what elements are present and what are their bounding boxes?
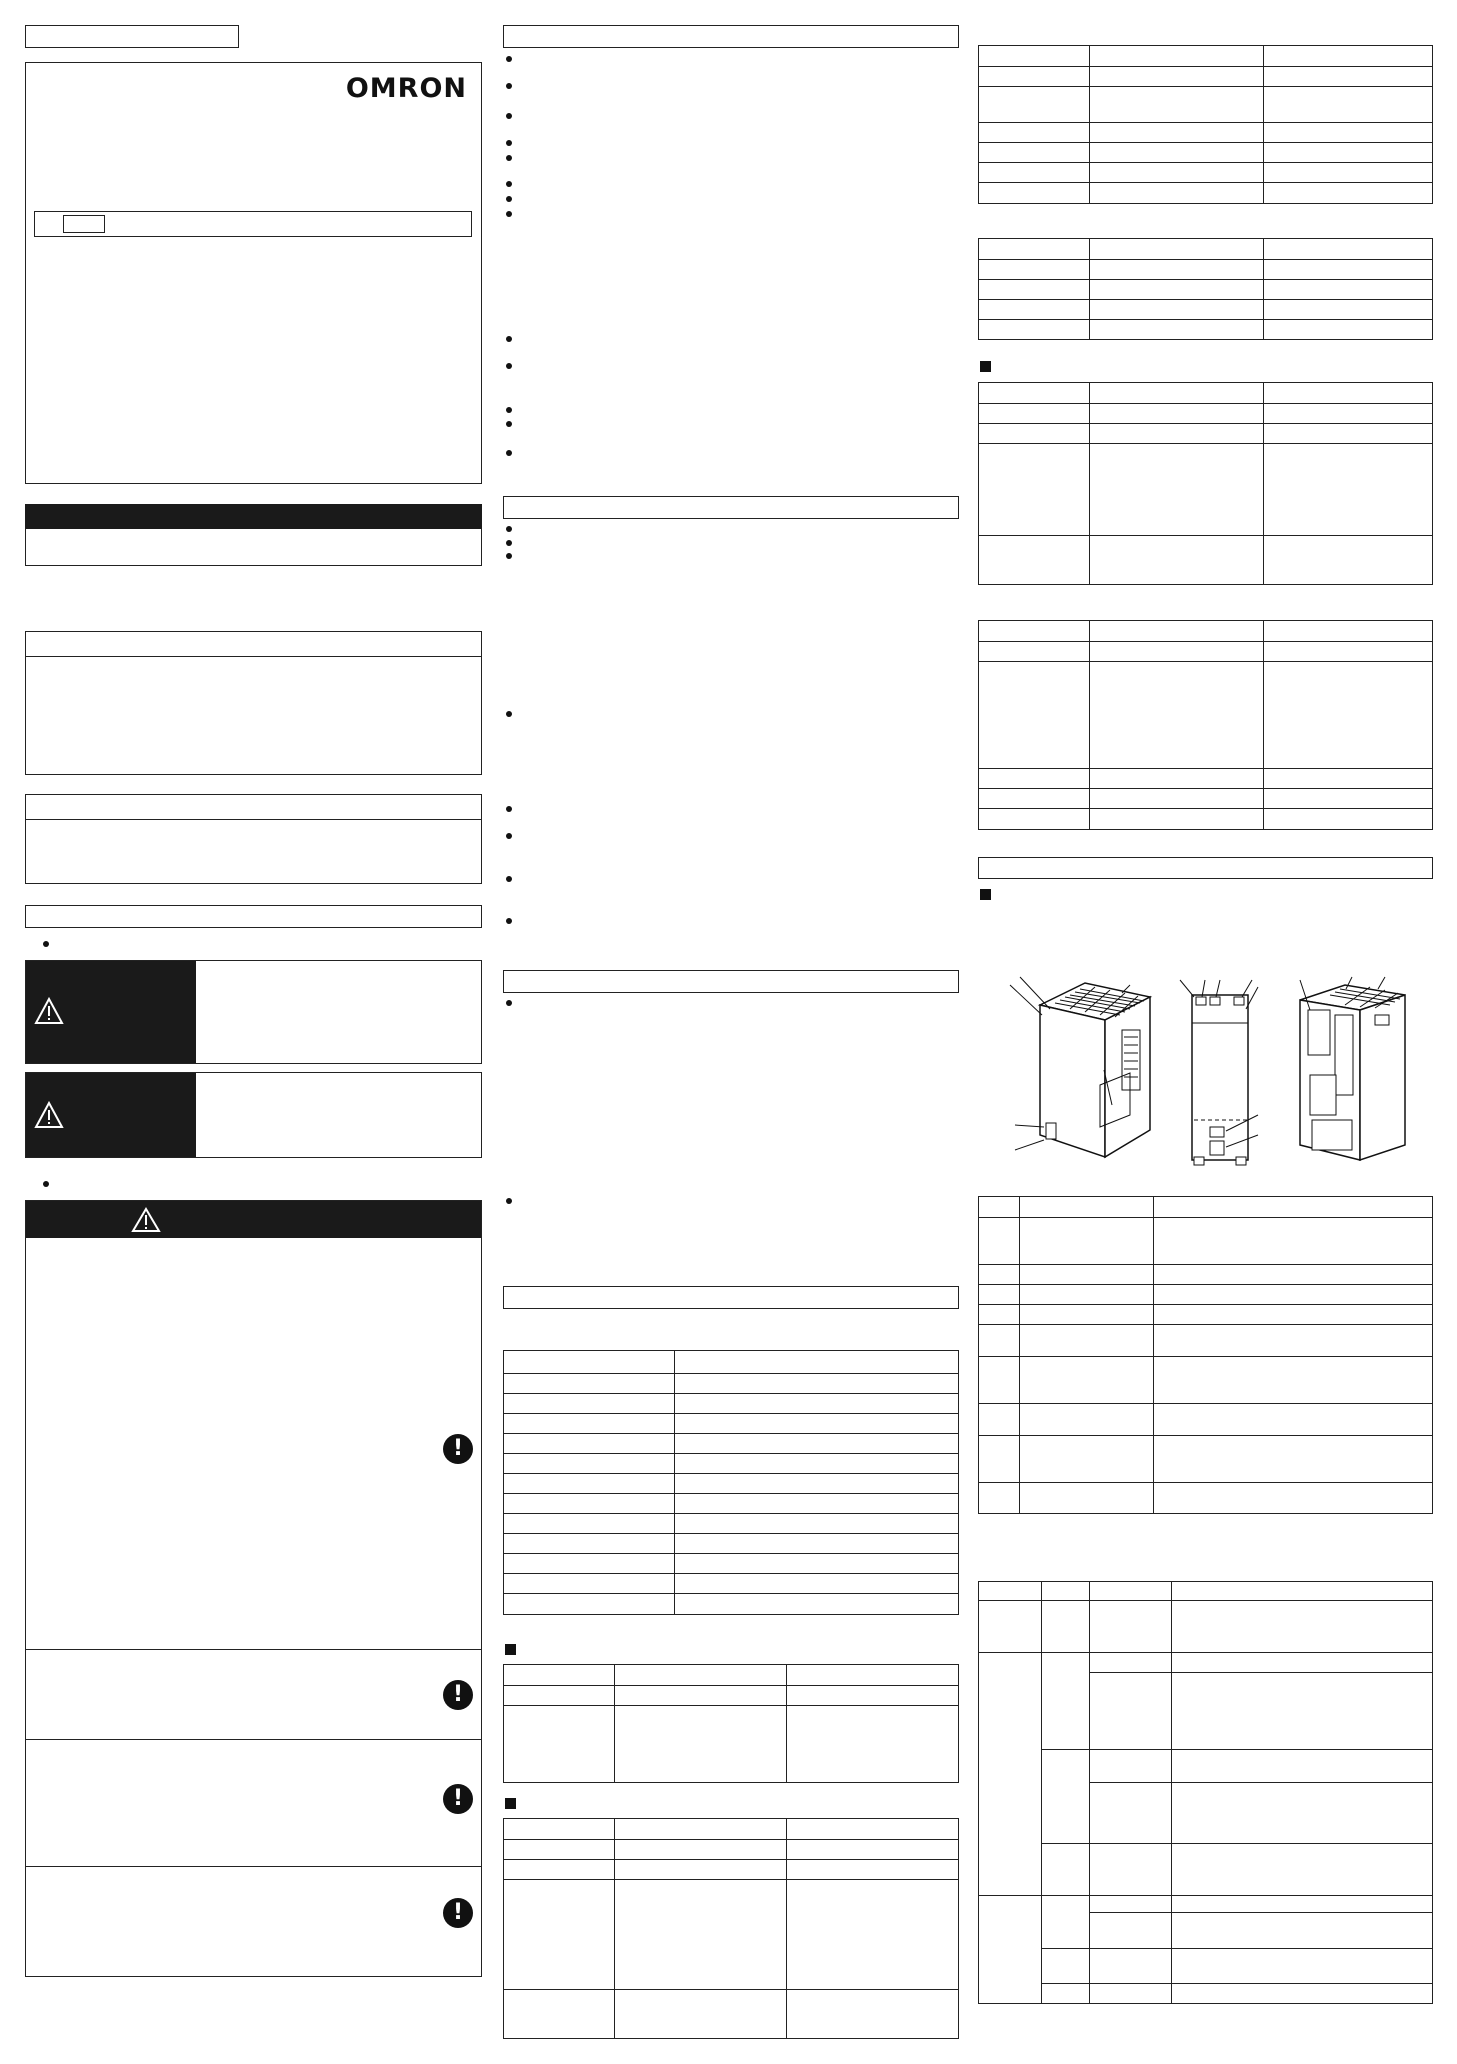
black-square-icon	[505, 1798, 516, 1809]
bullet-dot-icon	[506, 1000, 512, 1006]
warning-triangle-icon	[34, 1101, 64, 1129]
bullet-dot-icon	[506, 181, 512, 187]
bullet-dot-icon	[506, 113, 512, 119]
bullet-dot-icon	[506, 711, 512, 717]
bullet-dot-icon	[506, 336, 512, 342]
bullet-dot-icon	[43, 1181, 49, 1187]
exclamation-mandatory-icon: !	[443, 1784, 473, 1814]
bullet-dot-icon	[506, 83, 512, 89]
bullet-dot-icon	[506, 553, 512, 559]
indicator-table	[978, 1581, 1433, 2004]
warning-panel-2	[25, 1072, 482, 1158]
unit-side-illustration	[1180, 975, 1260, 1170]
table-3b	[978, 238, 1433, 340]
bullet-dot-icon	[506, 211, 512, 217]
table-3d	[978, 620, 1433, 830]
bullet-dot-icon	[506, 155, 512, 161]
warning-section	[25, 1200, 482, 1977]
table-2b	[503, 1664, 959, 1783]
section-box-b	[25, 794, 482, 884]
section-heading-2a	[503, 25, 959, 48]
warning-panel-1	[25, 960, 482, 1064]
exclamation-mandatory-icon: !	[443, 1434, 473, 1464]
section-heading-3	[978, 857, 1433, 879]
warning-triangle-icon	[34, 997, 64, 1025]
bullet-dot-icon	[506, 407, 512, 413]
table-2c	[503, 1818, 959, 2039]
black-square-icon	[980, 361, 991, 372]
warning-label-1	[26, 961, 196, 1063]
section-heading-2d	[503, 1286, 959, 1309]
bullet-dot-icon	[506, 140, 512, 146]
section-heading-2b	[503, 496, 959, 519]
model-title-box	[25, 25, 239, 48]
bullet-dot-icon	[43, 941, 49, 947]
black-square-icon	[505, 1644, 516, 1655]
bullet-dot-icon	[506, 918, 512, 924]
table-3a	[978, 45, 1433, 204]
bullet-dot-icon	[506, 363, 512, 369]
warning-triangle-icon	[131, 1207, 161, 1233]
unit-rear-illustration	[1290, 975, 1420, 1165]
bullet-dot-icon	[506, 196, 512, 202]
parts-table	[978, 1196, 1433, 1514]
black-square-icon	[980, 889, 991, 900]
table-3c	[978, 382, 1433, 585]
bullet-dot-icon	[506, 540, 512, 546]
safety-heading-box	[25, 905, 482, 928]
warning-label-2	[26, 1073, 196, 1157]
section-heading-2c	[503, 970, 959, 993]
bullet-dot-icon	[506, 450, 512, 456]
bullet-dot-icon	[506, 806, 512, 812]
bullet-dot-icon	[506, 421, 512, 427]
exclamation-mandatory-icon: !	[443, 1898, 473, 1928]
unit-front-illustration	[1010, 975, 1160, 1165]
bullet-dot-icon	[506, 876, 512, 882]
cover-panel	[25, 62, 482, 484]
bullet-dot-icon	[506, 833, 512, 839]
cover-note-box	[34, 211, 472, 237]
bullet-dot-icon	[506, 56, 512, 62]
bullet-dot-icon	[506, 1198, 512, 1204]
section-box-a	[25, 631, 482, 775]
black-section-header	[25, 504, 482, 529]
black-section-body	[25, 529, 482, 566]
warning-section-header	[26, 1201, 481, 1238]
cover-note-tag	[63, 215, 105, 233]
bullet-dot-icon	[506, 526, 512, 532]
omron-logo: OMRON	[345, 73, 467, 104]
exclamation-mandatory-icon: !	[443, 1680, 473, 1710]
spec-table	[503, 1350, 959, 1615]
